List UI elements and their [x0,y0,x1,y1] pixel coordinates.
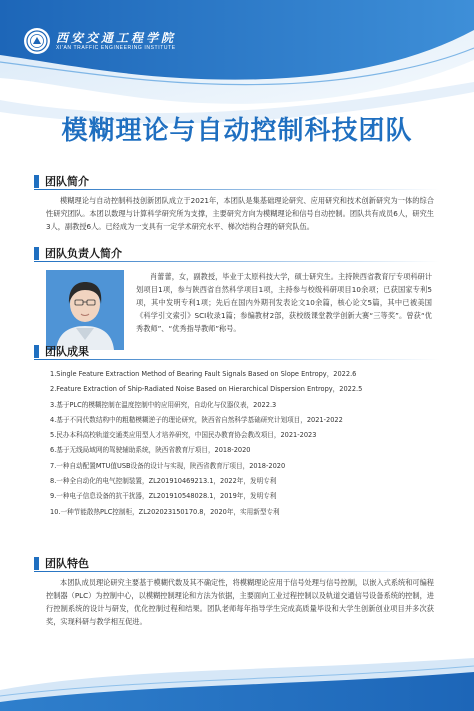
achievements-list [50,367,430,520]
footer-wave-graphic [0,650,474,711]
school-logo [24,28,176,54]
list-item: 7.一种自动配置MTU值USB设备的设计与实现，陕西省教育厅项目，2018-2020 [50,461,286,470]
list-item: 6.基于无线局域网的驾驶辅助系统，陕西省教育厅项目，2018-2020 [50,446,251,455]
list-item: 8.一种全自动化的电气控制装置，ZL201910469213.1，2022年，发明专利 [50,477,277,486]
section-divider [34,261,440,262]
school-seal-icon [24,28,50,54]
list-item: 9.一种电子信息设备的抗干扰器，ZL201910548028.1，2019年，发明专利 [50,492,277,501]
intro-text: 模糊理论与自动控制科技创新团队成立于2021年，本团队是集基础理论研究、应用研究和技术创新研究为一体的综合性研究团队。本团以数理与计算科学研究所为支撑，主要研究方向为模糊理论和信号自动控制。团队共有成员6人，研究生3人，副教授6人。已经成为一支具有一定学术研究水平、梯次结构合理的研究队伍。 [46,196,434,231]
section-title-features: 团队特色 [45,557,89,570]
section-divider [34,571,440,572]
school-name-en: XI'AN TRAFFIC ENGINEERING INSTITUTE [56,44,176,51]
list-item: 5.民办本科高校轨道交通类应用型人才培养研究，中国民办教育协会教改项目，2021-2023 [50,431,317,440]
section-title-intro: 团队简介 [45,175,89,188]
list-item: 2.Feature Extraction of Ship-Radiated Noise Based on Hierarchical Dispersion Entropy，2022.5 [50,385,363,394]
section-marker [34,557,39,570]
section-marker [34,247,39,260]
page-title: 模糊理论与自动控制科技团队 [61,116,413,146]
section-divider [34,359,440,360]
section-divider [34,189,440,190]
section-title-leader: 团队负责人简介 [45,247,122,260]
features-text: 本团队成员理论研究主要基于模糊代数及其不确定性，将模糊理论应用于信号处理与信号控制，以嵌入式系统和可编程控制器（PLC）为控制中心，以模糊控制理论和方法为依据，主要面向工业过程控制以及轨道交通信号设备系统的控制，进行控制系统的设计与研发，优化控制过程和结果。团队老师每年指导学生完成高质量毕设和大学生创新创业项目并多次获奖，实现科研与教学相互促进。 [46,578,434,626]
section-header-features [34,554,440,572]
list-item: 3.基于PLC的模糊控制在温度控制中的应用研究，自动化与仪器仪表，2022.3 [50,400,277,409]
leader-photo [46,270,124,350]
list-item: 1.Single Feature Extraction Method of Bearing Fault Signals Based on Slope Entropy，2022.6 [50,370,357,378]
section-header-achievements [34,342,440,360]
section-marker [34,175,39,188]
section-header-leader [34,244,440,262]
section-marker [34,345,39,358]
list-item: 10.一种节能散热PLC控制柜，ZL202023150170.8，2020年，实用新型专利 [50,507,280,516]
section-title-achievements: 团队成果 [45,345,89,358]
section-header-intro [34,172,440,190]
list-item: 4.基于不同代数结构中的粗糙模糊逆子的理论研究，陕西省自然科学基础研究计划项目，2021-2022 [50,415,343,424]
school-name-cn: 西安交通工程学院 [56,30,177,45]
leader-bio-text: 肖蕾蕾，女，副教授，毕业于太原科技大学，硕士研究生。主持陕西省教育厅专项科研计划项目1项，参与陕西省自然科学项目1项，主持参与校级科研项目10余项；已获国家专利5项，其中发明专利1项；先后在国内外期刊发表论文10余篇，核心论文5篇，其中已被美国《科学引文索引》SCI收录1篇；参编教材2部，获校级课堂教学创新大赛“三等奖”。曾获“优秀教师”、“优秀指导教师”称号。 [136,272,432,333]
